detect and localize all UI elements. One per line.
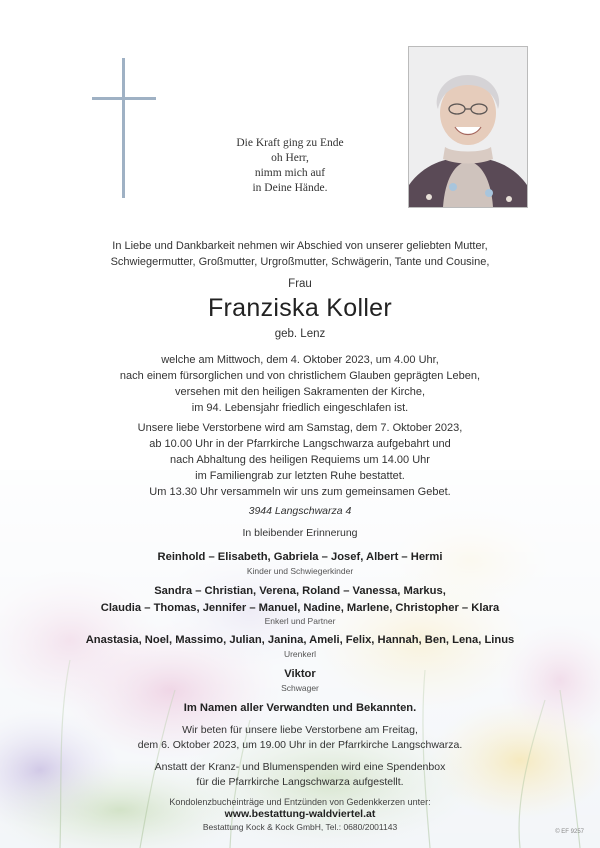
prayer-line: dem 6. Oktober 2023, um 19.00 Uhr in der Pfarrkirche Langschwarza. xyxy=(137,739,463,751)
cross-icon-bar xyxy=(92,97,156,100)
portrait-photo xyxy=(408,46,528,208)
death-line: versehen mit den heiligen Sakramenten der Kirche, xyxy=(174,386,426,398)
death-notice xyxy=(0,352,600,416)
intro-line: Schwiegermutter, Großmutter, Urgroßmutter, Schwägerin, Tante und Cousine, xyxy=(110,256,490,268)
verse-line: oh Herr, xyxy=(271,152,309,164)
death-line: nach einem fürsorglichen und von christlichem Glauben geprägten Leben, xyxy=(119,370,481,382)
funeral-line: ab 10.00 Uhr in der Pfarrkirche Langschwarza aufgebahrt und xyxy=(149,438,451,450)
brother-in-law-name: Viktor xyxy=(284,668,316,680)
great-grandchildren-label: Urenkerl xyxy=(283,649,317,659)
grandchildren-line: Sandra – Christian, Verena, Roland – Vanessa, Markus, xyxy=(154,585,446,597)
verse-line: nimm mich auf xyxy=(254,167,326,179)
brother-in-law-label: Schwager xyxy=(281,683,319,693)
great-grandchildren-names: Anastasia, Noel, Massimo, Julian, Janina, Ameli, Felix, Hannah, Ben, Lena, Linus xyxy=(85,634,515,646)
prayer-notice xyxy=(0,723,600,753)
children-label: Kinder und Schwiegerkinder xyxy=(246,566,354,576)
death-line: welche am Mittwoch, dem 4. Oktober 2023, um 4.00 Uhr, xyxy=(161,354,439,366)
funeral-notice xyxy=(0,420,600,500)
verse-line: Die Kraft ging zu Ende xyxy=(236,137,344,149)
company-info: Bestattung Kock & Kock GmbH, Tel.: 0680/2001143 xyxy=(202,822,398,832)
grandchildren-names xyxy=(0,583,600,617)
funeral-line: nach Abhaltung des heiligen Requiems um 14.00 Uhr xyxy=(170,454,430,466)
birth-name: geb. Lenz xyxy=(274,328,326,340)
death-line: im 94. Lebensjahr friedlich eingeschlafen ist. xyxy=(191,402,409,414)
intro-text xyxy=(0,238,600,270)
donation-line: für die Pfarrkirche Langschwarza aufgestellt. xyxy=(196,776,404,788)
portrait-illustration xyxy=(409,47,527,207)
title-frau: Frau xyxy=(288,278,312,290)
prayer-line: Wir beten für unsere liebe Verstorbene am Freitag, xyxy=(182,724,418,736)
funeral-line: im Familiengrab zur letzten Ruhe bestattet. xyxy=(195,470,405,482)
verse xyxy=(205,136,375,196)
website-link[interactable]: www.bestattung-waldviertel.at xyxy=(224,808,376,820)
all-relatives: Im Namen aller Verwandten und Bekannten. xyxy=(183,702,417,714)
verse-line: in Deine Hände. xyxy=(252,182,328,194)
memory-heading: In bleibender Erinnerung xyxy=(242,527,358,539)
grandchildren-label: Enkerl und Partner xyxy=(264,616,336,626)
cross-icon xyxy=(122,58,125,198)
children-names: Reinhold – Elisabeth, Gabriela – Josef, Albert – Hermi xyxy=(157,551,443,563)
condolence-text: Kondolenzbucheinträge und Entzünden von Gedenkkerzen unter: xyxy=(169,797,431,807)
address: 3944 Langschwarza 4 xyxy=(248,505,352,517)
deceased-name: Franziska Koller xyxy=(207,294,393,322)
funeral-line: Um 13.30 Uhr versammeln wir uns zum gemeinsamen Gebet. xyxy=(149,486,451,498)
intro-line: In Liebe und Dankbarkeit nehmen wir Abschied von unserer geliebten Mutter, xyxy=(112,240,488,252)
grandchildren-line: Claudia – Thomas, Jennifer – Manuel, Nadine, Marlene, Christopher – Klara xyxy=(100,602,500,614)
donation-line: Anstatt der Kranz- und Blumenspenden wird eine Spendenbox xyxy=(154,761,446,773)
copyright: © EF 9257 xyxy=(555,829,584,835)
funeral-line: Unsere liebe Verstorbene wird am Samstag, dem 7. Oktober 2023, xyxy=(137,422,463,434)
donation-notice xyxy=(0,760,600,790)
